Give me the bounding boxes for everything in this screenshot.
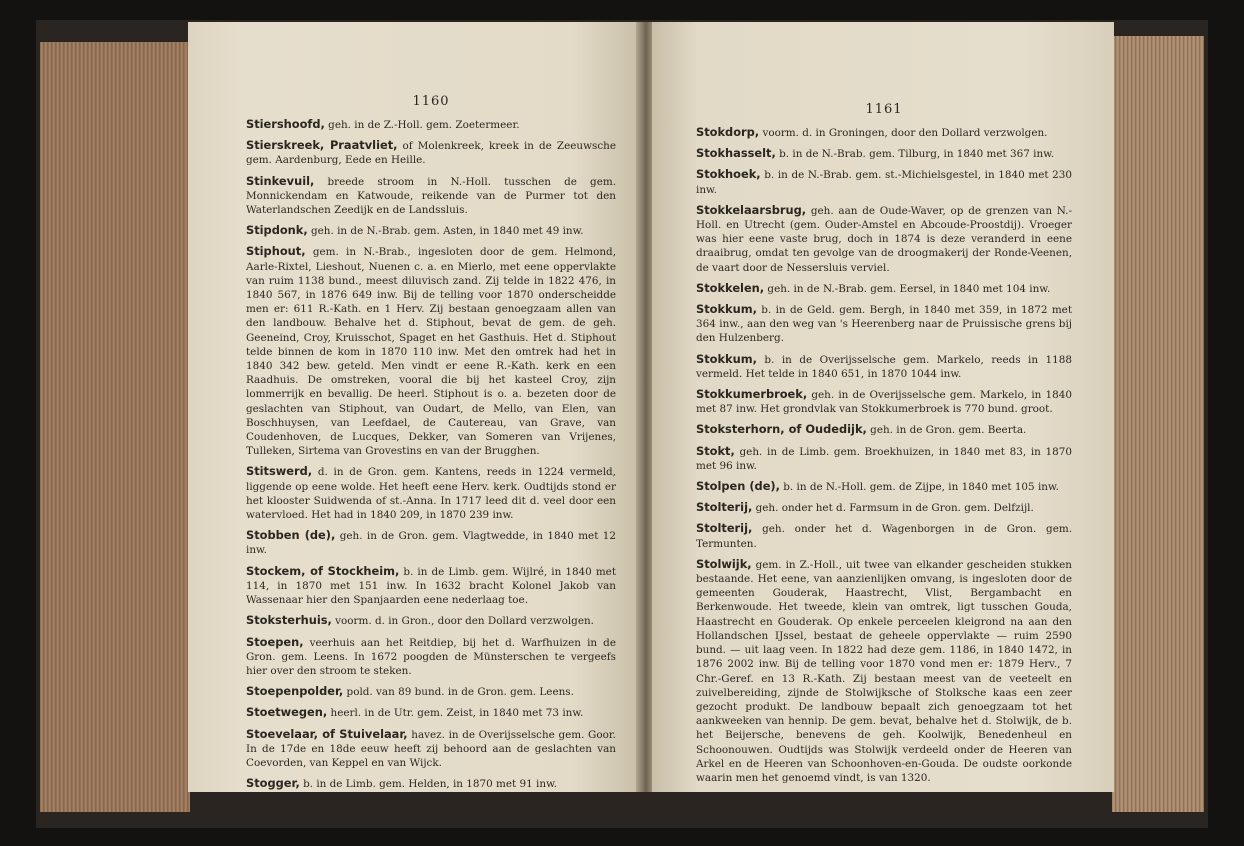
entry-text: pold. van 89 bund. in de Gron. gem. Leens. [343,686,574,699]
entry-text: geh. in de Z.-Holl. gem. Zoetermeer. [324,119,520,131]
dictionary-entry [696,302,1072,346]
entry-text: b. in de N.-Holl. gem. de Zijpe, in 1840 met 105 inw. [779,481,1059,494]
entry-term: Stokkum, [696,351,757,366]
entry-text: d. in de Gron. gem. Kantens, reeds in 1224 vermeld, liggende op eene wolde. Het heeft eene Herv. kerk. Oudtijds stond er het klooster Suidwenda of st.-Anna. In 1717 leed dit d. veel door een watervloed. Het had in 1840 209, in 1870 239 inw. [246,466,616,522]
entry-term: Stoepenpolder, [246,684,344,699]
dictionary-entry [246,776,616,791]
dictionary-entry [696,521,1072,550]
entry-term: Stokkum, [696,302,757,317]
entry-text: veerhuis aan het Reitdiep, bij het d. Warfhuizen in de Gron. gem. Leens. In 1672 poogden de Münsterschen te vergeefs hier over den stroom te steken. [246,636,616,677]
dictionary-entry [246,223,616,238]
dictionary-entry [696,557,1072,785]
entry-text: geh. in de N.-Brab. gem. Eersel, in 1840 met 104 inw. [764,282,1051,295]
dictionary-entry [696,146,1072,161]
dictionary-entry [696,167,1072,196]
dictionary-entry [246,138,616,167]
dictionary-entry [696,203,1072,275]
entry-term: Stinkevuil, [246,173,315,188]
dictionary-entry [246,174,616,218]
entry-text: geh. onder het d. Wagenborgen in de Gron. gem. Termunten. [696,523,1072,550]
dictionary-entry [246,244,616,458]
dictionary-entry [246,613,616,628]
dictionary-entry [246,684,616,699]
entry-text: geh. in de Limb. gem. Broekhuizen, in 1840 met 83, in 1870 met 96 inw. [696,445,1072,472]
entry-text: heerl. in de Utr. gem. Zeist, in 1840 met 73 inw. [327,707,584,720]
dictionary-entry [696,500,1072,515]
dictionary-entry [696,422,1072,437]
entry-term: Stokdorp, [696,125,760,139]
dictionary-entry [246,464,616,522]
dictionary-entry [696,281,1072,296]
dictionary-entry [696,444,1072,473]
entry-text: breede stroom in N.-Holl. tusschen de gem. Monnickendam en Katwoude, reikende van de Purmer tot den Waterlandschen Zeedijk en de Landssluis. [246,175,616,217]
entry-term: Stoevelaar, of Stuivelaar, [246,726,408,741]
entry-text: b. in de Overijsselsche gem. Markelo, reeds in 1188 vermeld. Het telde in 1840 651, in 1870 1044 inw. [696,353,1072,380]
dictionary-entry [246,117,616,132]
entry-term: Stolterij, [696,521,753,536]
entry-term: Stolpen (de), [696,479,780,494]
dictionary-entry [696,387,1072,416]
entry-text: voorm. d. in Gron., door den Dollard verzwolgen. [331,615,594,628]
entry-text: b. in de Limb. gem. Wijlré, in 1840 met 114, in 1870 met 151 inw. In 1632 bracht Kolonel Jakob van Wassenaar hier den Spanjaarden eene nederlaag toe. [246,565,617,607]
entry-term: Stokkumerbroek, [696,387,808,402]
dictionary-entry [246,727,616,771]
dictionary-entry [246,564,616,608]
entry-term: Stiershoofd, [246,117,325,131]
dictionary-entry [246,705,616,720]
entry-text: havez. in de Overijsselsche gem. Goor. In de 17de en 18de eeuw heeft zij behoord aan de geslachten van Coevorden, van Keppel en van Wijck. [246,728,616,769]
entry-term: Stoetwegen, [246,705,328,720]
entry-term: Stoksterhorn, of Oudedijk, [696,422,867,437]
entry-text: b. in de N.-Brab. gem. Tilburg, in 1840 met 367 inw. [775,148,1055,161]
entry-term: Stolwijk, [696,556,752,571]
entry-list [246,117,616,791]
entry-text: geh. in de N.-Brab. gem. Asten, in 1840 met 49 inw. [307,225,584,238]
entry-term: Stokt, [696,443,735,458]
entry-term: Stipdonk, [246,223,308,238]
entry-text: of Molenkreek, kreek in de Zeeuwsche gem. Aardenburg, Eede en Heille. [246,140,617,167]
left-page [188,22,640,792]
dictionary-entry [696,479,1072,494]
entry-term: Stockem, of Stockheim, [246,563,400,578]
right-page-edges [1112,36,1204,812]
entry-term: Stolterij, [696,500,753,515]
entry-term: Stogger, [246,776,300,791]
entry-term: Stoksterhuis, [246,613,332,628]
entry-term: Stitswerd, [246,464,313,479]
dictionary-entry [696,352,1072,381]
entry-text: geh. in de Gron. gem. Beerta. [866,424,1027,437]
entry-term: Stierskreek, Praatvliet, [246,138,398,153]
right-page [652,22,1114,792]
entry-text: voorm. d. in Groningen, door den Dollard verzwolgen. [759,127,1048,139]
entry-text: geh. aan de Oude-Waver, op de grenzen van N.-Holl. en Utrecht (gem. Ouder-Amstel en Abcoude-Proostdij). Vroeger was hier eene vaste brug, doch in 1874 is deze veranderd in eene draaibrug, omdat ten gevolge van de droogmakerij der Ronde-Veenen, de vaart door de Nessersluis verviel. [696,204,1072,274]
entry-text: gem. in Z.-Holl., uit twee van elkander gescheiden stukken bestaande. Het eene, van aanzienlijken omvang, is ingesloten door de gemeenten Gouderak, Haastrecht, Vlist, Bergambacht en Berkenwoude. Het tweede, klein van omtrek, ligt tusschen Gouda, Haastrecht en Gouderak. Op enkele perceelen kleigrond na aan den Hollandschen IJssel, bestaat de geheele oppervlakte — ruim 2590 bund. — uit laag veen. In 1822 had deze gem. 1186, in 1840 1472, in 1876 2002 inw. Bij de telling voor 1870 vond men er: 1879 Herv., 7 Chr.-Geref. en 13 R.-Kath. Zij bestaan meest van de veeteelt en zuivelbereiding, zijnde de Stolwijksche of Stolksche kaas een zeer gezocht produkt. De landbouw bepaalt zich genoegzaam tot het aankweeken van hennip. De gem. bevat, behalve het d. Stolwijk, de b. het Beijersche, benevens de geh. Koolwijk, Benedenheul en Schoonouwen. Oudtijds was Stolwijk verdeeld onder de Heeren van Arkel en de Heeren van Schoonhoven-en-Gouda. De oudste oorkonde waarin men het genoemd vindt, is van 1320. [696,558,1072,784]
entry-term: Stiphout, [246,244,306,259]
entry-text: geh. onder het d. Farmsum in de Gron. gem. Delfzijl. [752,502,1034,515]
entry-term: Stokkelaarsbrug, [696,202,807,217]
entry-text: b. in de Geld. gem. Bergh, in 1840 met 359, in 1872 met 364 inw., aan den weg van 's Heerenberg naar de Pruissische grens bij den Hulzenberg. [696,304,1072,345]
page-number: 1160 [412,94,450,109]
entry-term: Stokhoek, [696,167,761,182]
entry-term: Stokkelen, [696,280,765,295]
dictionary-entry [246,528,616,557]
entry-list [696,125,1072,785]
entry-text: b. in de Limb. gem. Helden, in 1870 met 91 inw. [299,778,558,791]
dictionary-entry [696,125,1072,140]
entry-term: Stobben (de), [246,528,336,543]
entry-term: Stokhasselt, [696,146,776,161]
entry-text: b. in de N.-Brab. gem. st.-Michielsgestel, in 1840 met 230 inw. [696,169,1072,196]
entry-text: geh. in de Overijsselsche gem. Markelo, in 1840 met 87 inw. Het grondvlak van Stokkumerbroek is 770 bund. groot. [696,389,1072,416]
page-number: 1161 [865,102,903,117]
dictionary-entry [246,635,616,679]
left-page-edges [40,42,190,812]
entry-text: geh. in de Gron. gem. Vlagtwedde, in 1840 met 12 inw. [246,530,616,557]
entry-term: Stoepen, [246,634,304,649]
entry-text: gem. in N.-Brab., ingesloten door de gem. Helmond, Aarle-Rixtel, Lieshout, Nuenen c. a. en Mierlo, met eene oppervlakte van ruim 1138 bund., meest diluvisch zand. Zij telde in 1822 476, in 1840 567, in 1876 649 inw. Bij de telling voor 1870 onderscheidde men er: 611 R.-Kath. en 1 Herv. Zij bestaan genoegzaam allen van den landbouw. Behalve het d. Stiphout, bevat de gem. de geh. Geeneind, Croy, Kruisschot, Spaget en het Gasthuis. Het d. Stiphout telde binnen de kom in 1870 110 inw. Met den omtrek had het in 1840 342 bew. geteld. Men vindt er eene R.-Kath. kerk en een Raadhuis. De omstreken, vooral die bij het kasteel Croy, zijn lommerrijk en bevallig. De heerl. Stiphout is o. a. bezeten door de geslachten van Stiphout, van Oudart, de Mello, van Elen, van Boschhuysen, van Leefdael, de Cautereau, van Grave, van Coudenhoven, de Lucques, Dekker, van Someren van Vrijenes, Tulleken, Sirtema van Grovestins en van der Brugghen. [246,246,616,458]
